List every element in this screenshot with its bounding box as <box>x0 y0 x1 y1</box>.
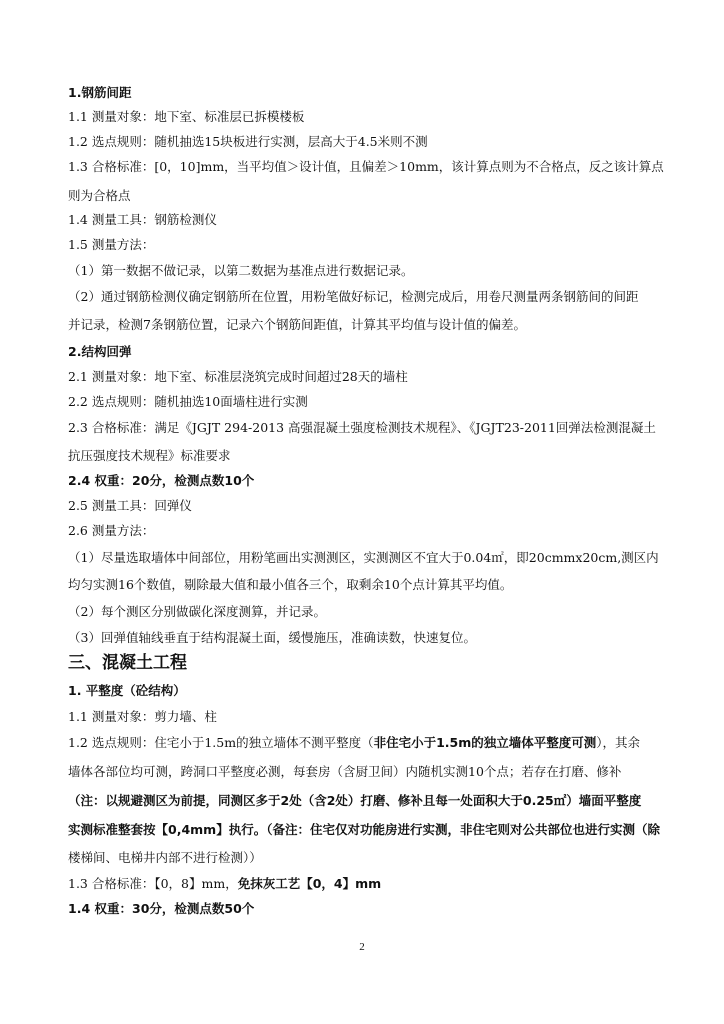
text-run-bold: 非住宅小于1.5m的独立墙体平整度可测 <box>373 735 597 750</box>
paragraph: 2.2 选点规则：随机抽选10面墙柱进行实测 <box>68 394 308 409</box>
paragraph: 1.1 测量对象：地下室、标准层已拆模楼板 <box>68 109 305 124</box>
paragraph: （3）回弹值轴线垂直于结构混凝土面，缓慢施压，准确读数，快速复位。 <box>68 630 476 645</box>
text-run: ），其余 <box>596 735 641 750</box>
paragraph: 1.4 测量工具：钢筋检测仪 <box>68 212 217 227</box>
paragraph: 2.3 合格标准：满足《JGJT 294-2013 高强混凝土强度检测技术规程》、《JGJT23-2011回弹法检测混凝土 <box>68 420 656 435</box>
paragraph: （1）尽量选取墙体中间部位，用粉笔画出实测测区，实测测区不宜大于0.04㎡，即20cmmx20cm,测区内 <box>68 550 659 565</box>
section-title-rebar-spacing: 1.钢筋间距 <box>68 85 132 100</box>
paragraph: 2.5 测量工具：回弹仪 <box>68 498 192 513</box>
chapter-heading: 三、混凝土工程 <box>68 653 187 673</box>
paragraph: 抗压强度技术规程》标准要求 <box>68 448 231 463</box>
paragraph <box>68 734 668 752</box>
text-run: 1.2 选点规则：住宅小于1.5m的独立墙体不测平整度（ <box>68 735 374 750</box>
paragraph-bold: 实测标准整套按【0,4mm】执行。（备注：住宅仅对功能房进行实测，非住宅则对公共部位也进行实测（除 <box>68 822 660 837</box>
paragraph-bold: （注：以规避测区为前提，同测区多于2处（含2处）打磨、修补且每一处面积大于0.25㎡）墙面平整度 <box>68 793 642 808</box>
paragraph: 均匀实测16个数值，剔除最大值和最小值各三个，取剩余10个点计算其平均值。 <box>68 577 513 592</box>
paragraph: 1.3 合格标准：[0，10]mm，当平均值＞设计值，且偏差＞10mm，该计算点则为不合格点，反之该计算点 <box>68 159 664 174</box>
paragraph: 2.1 测量对象：地下室、标准层浇筑完成时间超过28天的墙柱 <box>68 369 408 384</box>
text-run-bold: 免抹灰工艺【0，4】mm <box>237 876 382 891</box>
page-number: 2 <box>359 941 365 953</box>
paragraph-bold: 2.4 权重：20分，检测点数10个 <box>68 473 255 488</box>
paragraph <box>68 875 668 893</box>
paragraph: 1.2 选点规则：随机抽选15块板进行实测，层高大于4.5米则不测 <box>68 134 428 149</box>
paragraph: 则为合格点 <box>68 188 131 203</box>
paragraph: 楼梯间、电梯井内部不进行检测）） <box>68 850 262 865</box>
paragraph: 墙体各部位均可测，跨洞口平整度必测，每套房（含厨卫间）内随机实测10个点；若存在打磨、修补 <box>68 764 622 779</box>
paragraph: 2.6 测量方法： <box>68 523 155 538</box>
paragraph: （2）每个测区分别做碳化深度测算，并记录。 <box>68 604 326 619</box>
paragraph-bold: 1.4 权重：30分，检测点数50个 <box>68 901 255 916</box>
section-title-flatness: 1. 平整度（砼结构） <box>68 683 186 698</box>
paragraph: 1.1 测量对象：剪力墙、柱 <box>68 709 217 724</box>
paragraph: 并记录，检测7条钢筋位置，记录六个钢筋间距值，计算其平均值与设计值的偏差。 <box>68 317 526 332</box>
paragraph: 1.5 测量方法： <box>68 237 155 252</box>
paragraph: （1）第一数据不做记录，以第二数据为基准点进行数据记录。 <box>68 263 414 278</box>
section-title-rebound: 2.结构回弹 <box>68 344 132 359</box>
paragraph: （2）通过钢筋检测仪确定钢筋所在位置，用粉笔做好标记，检测完成后，用卷尺测量两条钢筋间的间距 <box>68 289 639 304</box>
text-run: 1.3 合格标准：【0，8】mm， <box>68 876 238 891</box>
